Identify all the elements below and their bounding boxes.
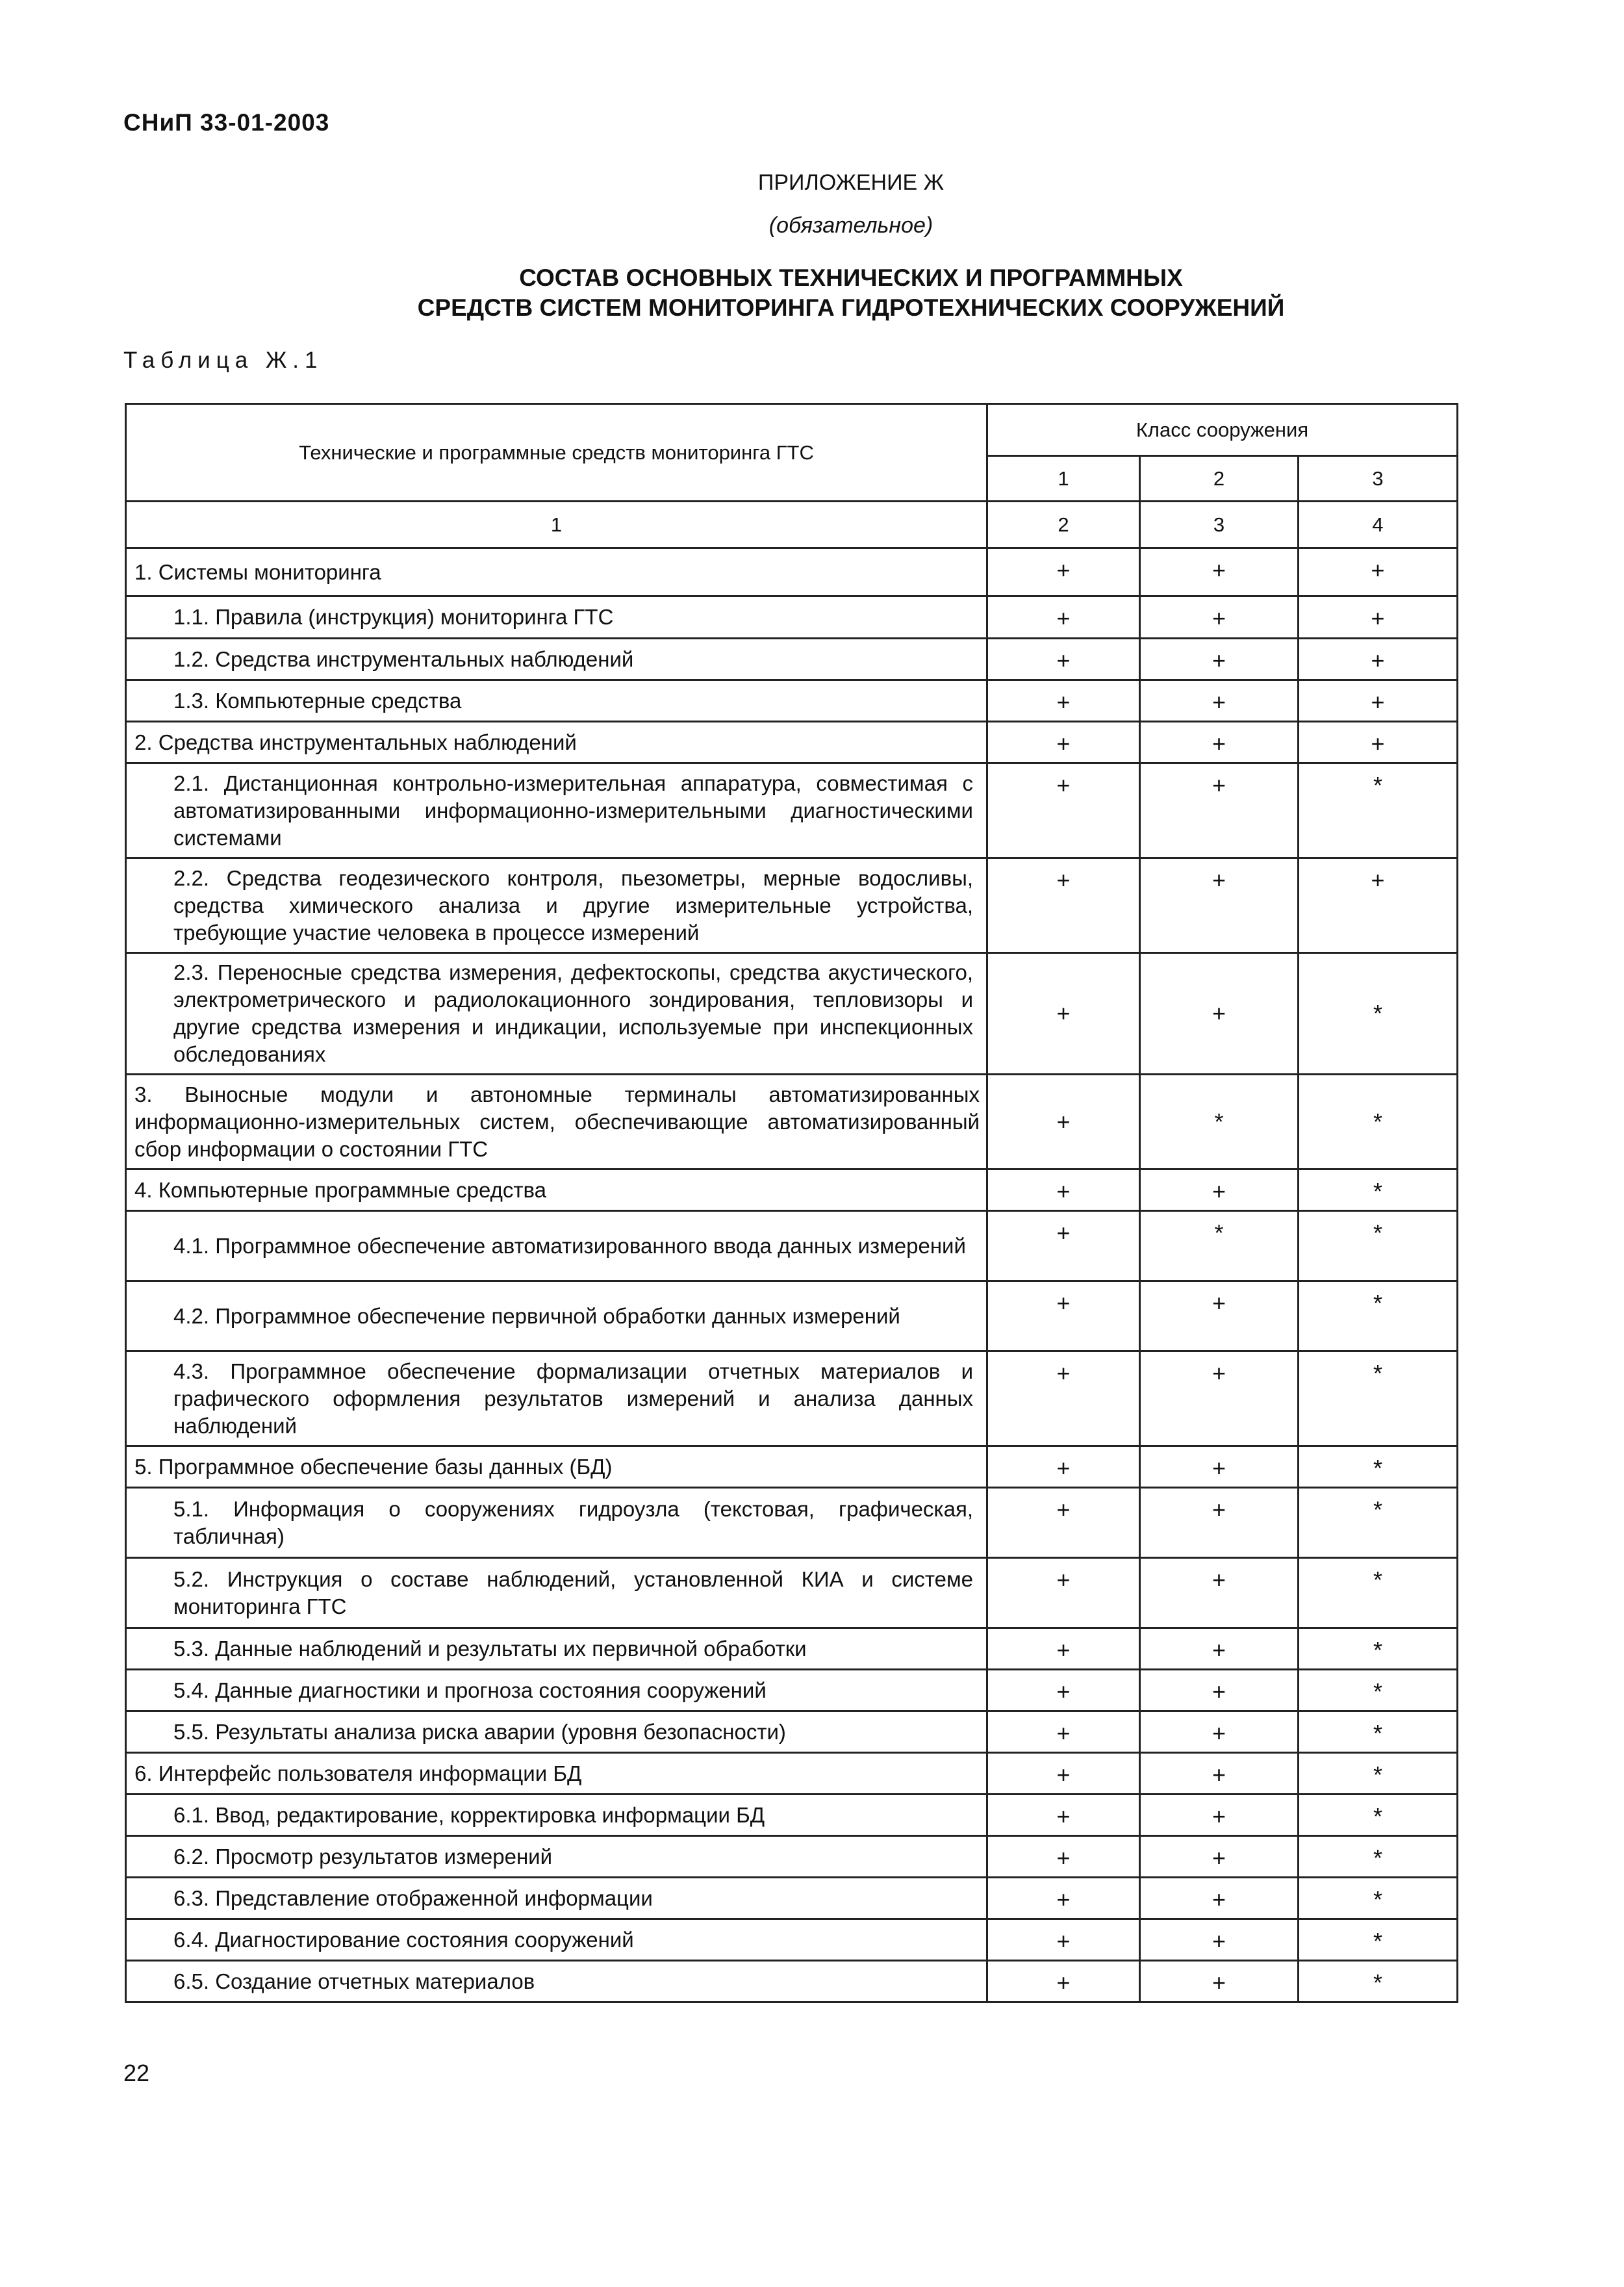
- class-2-mark: *: [1140, 1075, 1299, 1169]
- table-row: [126, 1211, 1458, 1281]
- class-1-mark: +: [987, 1628, 1140, 1670]
- row-label: 4.1. Программное обеспечение автоматизированного ввода данных измерений: [126, 1211, 987, 1281]
- class-1-mark: +: [987, 1446, 1140, 1488]
- class-2-mark: +: [1140, 1351, 1299, 1446]
- class-3-mark: +: [1299, 548, 1458, 596]
- class-3-mark: +: [1299, 596, 1458, 639]
- class-3-mark: *: [1299, 1961, 1458, 2002]
- class-3-mark: *: [1299, 1628, 1458, 1670]
- row-label: 4.3. Программное обеспечение формализации отчетных материалов и графического оформления результатов измерений и анализа данных наблюдений: [126, 1351, 987, 1446]
- class-2-mark: +: [1140, 596, 1299, 639]
- column-number-4: 4: [1299, 502, 1458, 548]
- column-header-class: Класс сооружения: [987, 404, 1458, 456]
- document-code: СНиП 33-01-2003: [123, 109, 330, 136]
- title-line-2: СРЕДСТВ СИСТЕМ МОНИТОРИНГА ГИДРОТЕХНИЧЕСКИХ СООРУЖЕНИЙ: [417, 294, 1285, 321]
- class-1-mark: +: [987, 1351, 1140, 1446]
- table-row: [126, 639, 1458, 680]
- class-1-mark: +: [987, 1211, 1140, 1281]
- class-1-mark: +: [987, 639, 1140, 680]
- class-2-mark: +: [1140, 763, 1299, 858]
- class-2-mark: +: [1140, 1836, 1299, 1878]
- class-3-mark: *: [1299, 1351, 1458, 1446]
- row-label: 6.3. Представление отображенной информации: [126, 1878, 987, 1919]
- table-header-row: [126, 404, 1458, 456]
- class-1-mark: +: [987, 722, 1140, 763]
- row-label: 4. Компьютерные программные средства: [126, 1169, 987, 1211]
- row-label: 2. Средства инструментальных наблюдений: [126, 722, 987, 763]
- class-3-mark: *: [1299, 1075, 1458, 1169]
- class-2-mark: +: [1140, 639, 1299, 680]
- class-1-mark: +: [987, 1281, 1140, 1351]
- table-row: [126, 1670, 1458, 1711]
- table-label: Таблица Ж.1: [123, 348, 324, 373]
- row-label: 5.3. Данные наблюдений и результаты их первичной обработки: [126, 1628, 987, 1670]
- appendix-heading: ПРИЛОЖЕНИЕ Ж: [757, 170, 945, 195]
- table-row: [126, 1628, 1458, 1670]
- row-label: 1.2. Средства инструментальных наблюдений: [126, 639, 987, 680]
- row-label: 6. Интерфейс пользователя информации БД: [126, 1753, 987, 1795]
- class-3-mark: *: [1299, 1878, 1458, 1919]
- class-2-mark: +: [1140, 1795, 1299, 1836]
- table-row: [126, 1711, 1458, 1753]
- class-1-mark: +: [987, 1711, 1140, 1753]
- row-label: 6.4. Диагностирование состояния сооружений: [126, 1919, 987, 1961]
- row-label: 3. Выносные модули и автономные терминалы автоматизированных информационно-измерительных систем, обеспечивающие автоматизированный сбор информации о состоянии ГТС: [126, 1075, 987, 1169]
- page-title: [0, 263, 1624, 323]
- class-1-mark: +: [987, 953, 1140, 1075]
- class-2-mark: +: [1140, 1628, 1299, 1670]
- table-row: [126, 548, 1458, 596]
- column-number-1: 1: [126, 502, 987, 548]
- column-number-row: [126, 502, 1458, 548]
- class-1-mark: +: [987, 1795, 1140, 1836]
- class-2-mark: +: [1140, 680, 1299, 722]
- class-3-mark: *: [1299, 1169, 1458, 1211]
- class-2-mark: +: [1140, 1961, 1299, 2002]
- table-row: [126, 596, 1458, 639]
- column-number-2: 2: [987, 502, 1140, 548]
- class-3-mark: *: [1299, 1211, 1458, 1281]
- row-label: 2.2. Средства геодезического контроля, пьезометры, мерные водосливы, средства химического анализа и другие измерительные устройства, требующие участие человека в процессе измерений: [126, 858, 987, 953]
- table-row: [126, 1878, 1458, 1919]
- class-2-mark: +: [1140, 953, 1299, 1075]
- table-row: [126, 1961, 1458, 2002]
- class-1-mark: +: [987, 1169, 1140, 1211]
- table-row: [126, 858, 1458, 953]
- class-1-mark: +: [987, 1075, 1140, 1169]
- class-number-3: 3: [1299, 456, 1458, 502]
- class-3-mark: *: [1299, 763, 1458, 858]
- class-3-mark: *: [1299, 1836, 1458, 1878]
- class-3-mark: *: [1299, 1795, 1458, 1836]
- row-label: 6.2. Просмотр результатов измерений: [126, 1836, 987, 1878]
- table-row: [126, 1075, 1458, 1169]
- table-row: [126, 722, 1458, 763]
- class-2-mark: +: [1140, 1558, 1299, 1628]
- class-3-mark: *: [1299, 1711, 1458, 1753]
- table-row: [126, 1558, 1458, 1628]
- class-1-mark: +: [987, 596, 1140, 639]
- row-label: 4.2. Программное обеспечение первичной обработки данных измерений: [126, 1281, 987, 1351]
- class-number-1: 1: [987, 456, 1140, 502]
- table-row: [126, 1281, 1458, 1351]
- table-row: [126, 1795, 1458, 1836]
- class-2-mark: +: [1140, 1711, 1299, 1753]
- class-2-mark: +: [1140, 858, 1299, 953]
- table-row: [126, 1351, 1458, 1446]
- row-label: 5.2. Инструкция о составе наблюдений, установленной КИА и системе мониторинга ГТС: [126, 1558, 987, 1628]
- row-label: 5.1. Информация о сооружениях гидроузла (текстовая, графическая, табличная): [126, 1488, 987, 1558]
- class-1-mark: +: [987, 858, 1140, 953]
- class-1-mark: +: [987, 763, 1140, 858]
- class-2-mark: +: [1140, 1878, 1299, 1919]
- table-row: [126, 1919, 1458, 1961]
- page-number: 22: [123, 2060, 150, 2086]
- class-3-mark: *: [1299, 1446, 1458, 1488]
- class-3-mark: +: [1299, 680, 1458, 722]
- class-2-mark: +: [1140, 1281, 1299, 1351]
- class-3-mark: *: [1299, 1558, 1458, 1628]
- class-2-mark: *: [1140, 1211, 1299, 1281]
- class-2-mark: +: [1140, 1753, 1299, 1795]
- class-1-mark: +: [987, 1961, 1140, 2002]
- class-3-mark: *: [1299, 953, 1458, 1075]
- table-row: [126, 1753, 1458, 1795]
- class-number-2: 2: [1140, 456, 1299, 502]
- row-label: 1.1. Правила (инструкция) мониторинга ГТС: [126, 596, 987, 639]
- table-row: [126, 763, 1458, 858]
- row-label: 2.3. Переносные средства измерения, дефектоскопы, средства акустического, электрометрического и радиолокационного зондирования, тепловизоры и другие средства измерения и индикации, используемые при инспекционных обследованиях: [126, 953, 987, 1075]
- table-row: [126, 680, 1458, 722]
- class-1-mark: +: [987, 680, 1140, 722]
- appendix-status: (обязательное): [768, 213, 933, 238]
- class-2-mark: +: [1140, 1670, 1299, 1711]
- class-1-mark: +: [987, 1836, 1140, 1878]
- class-1-mark: +: [987, 1919, 1140, 1961]
- row-label: 5.5. Результаты анализа риска аварии (уровня безопасности): [126, 1711, 987, 1753]
- class-2-mark: +: [1140, 722, 1299, 763]
- class-1-mark: +: [987, 1488, 1140, 1558]
- class-3-mark: +: [1299, 639, 1458, 680]
- table-row: [126, 1446, 1458, 1488]
- column-header-tools: Технические и программные средств мониторинга ГТС: [126, 404, 987, 502]
- class-2-mark: +: [1140, 1919, 1299, 1961]
- table-row: [126, 1169, 1458, 1211]
- class-1-mark: +: [987, 1670, 1140, 1711]
- row-label: 1.3. Компьютерные средства: [126, 680, 987, 722]
- class-2-mark: +: [1140, 548, 1299, 596]
- column-number-3: 3: [1140, 502, 1299, 548]
- table-row: [126, 1488, 1458, 1558]
- class-2-mark: +: [1140, 1446, 1299, 1488]
- class-1-mark: +: [987, 1558, 1140, 1628]
- table-row: [126, 1836, 1458, 1878]
- class-2-mark: +: [1140, 1169, 1299, 1211]
- class-3-mark: *: [1299, 1753, 1458, 1795]
- class-3-mark: *: [1299, 1919, 1458, 1961]
- row-label: 1. Системы мониторинга: [126, 548, 987, 596]
- class-3-mark: +: [1299, 858, 1458, 953]
- monitoring-tools-table: [125, 403, 1458, 2003]
- class-1-mark: +: [987, 1878, 1140, 1919]
- row-label: 6.5. Создание отчетных материалов: [126, 1961, 987, 2002]
- class-3-mark: *: [1299, 1670, 1458, 1711]
- class-3-mark: *: [1299, 1281, 1458, 1351]
- row-label: 5.4. Данные диагностики и прогноза состояния сооружений: [126, 1670, 987, 1711]
- class-3-mark: *: [1299, 1488, 1458, 1558]
- class-1-mark: +: [987, 1753, 1140, 1795]
- table-row: [126, 953, 1458, 1075]
- title-line-1: СОСТАВ ОСНОВНЫХ ТЕХНИЧЕСКИХ И ПРОГРАММНЫХ: [519, 264, 1183, 291]
- class-1-mark: +: [987, 548, 1140, 596]
- class-2-mark: +: [1140, 1488, 1299, 1558]
- row-label: 5. Программное обеспечение базы данных (БД): [126, 1446, 987, 1488]
- class-3-mark: +: [1299, 722, 1458, 763]
- row-label: 6.1. Ввод, редактирование, корректировка информации БД: [126, 1795, 987, 1836]
- row-label: 2.1. Дистанционная контрольно-измерительная аппаратура, совместимая с автоматизированными информационно-измерительными диагностическими системами: [126, 763, 987, 858]
